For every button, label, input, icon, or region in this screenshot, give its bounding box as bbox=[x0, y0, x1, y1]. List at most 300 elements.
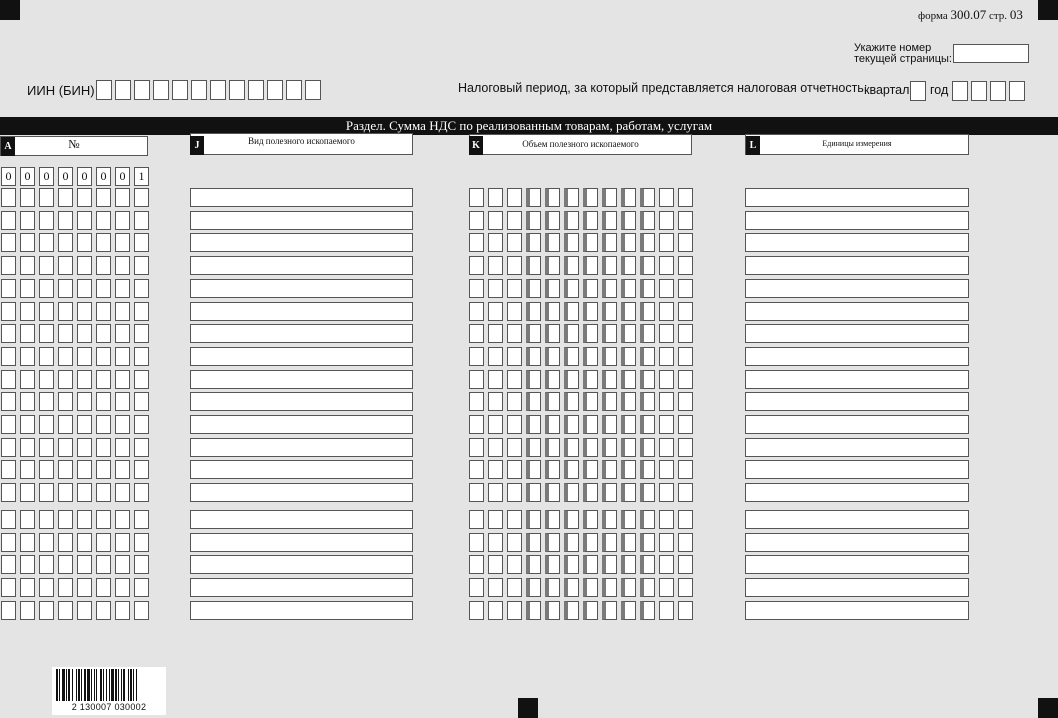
column-k-digit-cell[interactable] bbox=[583, 578, 598, 597]
column-k-digit-cell[interactable] bbox=[488, 302, 503, 321]
column-a-digit-cell[interactable] bbox=[20, 392, 35, 411]
column-a-digit-cell[interactable] bbox=[58, 324, 73, 343]
column-k-digit-cell[interactable] bbox=[659, 347, 674, 366]
column-a-digit-cell[interactable] bbox=[96, 302, 111, 321]
column-j-field[interactable] bbox=[190, 347, 413, 366]
column-a-digit-cell[interactable] bbox=[58, 555, 73, 574]
column-k-digit-cell[interactable] bbox=[583, 233, 598, 252]
year-digit-cell[interactable] bbox=[1009, 81, 1025, 101]
column-k-digit-cell[interactable] bbox=[659, 533, 674, 552]
column-a-digit-cell[interactable] bbox=[96, 578, 111, 597]
column-a-digit-cell[interactable] bbox=[115, 415, 130, 434]
column-a-digit-cell[interactable] bbox=[134, 256, 149, 275]
column-l-field[interactable] bbox=[745, 578, 969, 597]
column-a-digit-cell[interactable] bbox=[134, 392, 149, 411]
iin-digit-cell[interactable] bbox=[172, 80, 188, 100]
column-a-digit-cell[interactable] bbox=[58, 188, 73, 207]
column-k-digit-cell[interactable] bbox=[602, 302, 617, 321]
column-a-digit-cell[interactable] bbox=[134, 370, 149, 389]
column-k-digit-cell[interactable] bbox=[583, 256, 598, 275]
column-k-digit-cell[interactable] bbox=[545, 392, 560, 411]
column-k-digit-cell[interactable] bbox=[564, 578, 579, 597]
column-k-digit-cell[interactable] bbox=[678, 370, 693, 389]
column-j-field[interactable] bbox=[190, 510, 413, 529]
column-k-digit-cell[interactable] bbox=[526, 279, 541, 298]
column-a-digit-cell[interactable] bbox=[39, 483, 54, 502]
column-k-digit-cell[interactable] bbox=[640, 533, 655, 552]
column-a-digit-cell[interactable] bbox=[77, 347, 92, 366]
column-k-digit-cell[interactable] bbox=[545, 370, 560, 389]
column-k-digit-cell[interactable] bbox=[602, 324, 617, 343]
column-a-digit-cell[interactable] bbox=[39, 256, 54, 275]
column-j-field[interactable] bbox=[190, 256, 413, 275]
column-k-digit-cell[interactable] bbox=[621, 460, 636, 479]
iin-digit-cell[interactable] bbox=[229, 80, 245, 100]
column-k-digit-cell[interactable] bbox=[545, 279, 560, 298]
column-k-digit-cell[interactable] bbox=[488, 188, 503, 207]
column-k-digit-cell[interactable] bbox=[583, 392, 598, 411]
iin-digit-cell[interactable] bbox=[305, 80, 321, 100]
column-l-field[interactable] bbox=[745, 347, 969, 366]
column-k-digit-cell[interactable] bbox=[659, 302, 674, 321]
column-k-digit-cell[interactable] bbox=[526, 347, 541, 366]
column-k-digit-cell[interactable] bbox=[526, 302, 541, 321]
column-k-digit-cell[interactable] bbox=[469, 188, 484, 207]
column-k-digit-cell[interactable] bbox=[545, 415, 560, 434]
column-k-digit-cell[interactable] bbox=[640, 555, 655, 574]
column-k-digit-cell[interactable] bbox=[545, 510, 560, 529]
column-a-digit-cell[interactable] bbox=[134, 211, 149, 230]
column-a-digit-cell[interactable] bbox=[39, 578, 54, 597]
year-digit-cell[interactable] bbox=[990, 81, 1006, 101]
column-k-digit-cell[interactable] bbox=[488, 347, 503, 366]
column-k-digit-cell[interactable] bbox=[621, 324, 636, 343]
column-k-digit-cell[interactable] bbox=[659, 211, 674, 230]
column-k-digit-cell[interactable] bbox=[564, 601, 579, 620]
column-k-digit-cell[interactable] bbox=[621, 233, 636, 252]
column-a-digit-cell[interactable] bbox=[96, 460, 111, 479]
column-a-digit-cell[interactable] bbox=[58, 347, 73, 366]
column-a-digit-cell[interactable] bbox=[134, 188, 149, 207]
column-k-digit-cell[interactable] bbox=[659, 324, 674, 343]
column-a-digit-cell[interactable] bbox=[20, 211, 35, 230]
column-a-digit-cell[interactable] bbox=[39, 510, 54, 529]
column-l-field[interactable] bbox=[745, 438, 969, 457]
iin-digit-cell[interactable] bbox=[267, 80, 283, 100]
column-k-digit-cell[interactable] bbox=[564, 188, 579, 207]
column-k-digit-cell[interactable] bbox=[602, 533, 617, 552]
column-k-digit-cell[interactable] bbox=[583, 188, 598, 207]
column-k-digit-cell[interactable] bbox=[659, 188, 674, 207]
column-k-digit-cell[interactable] bbox=[602, 370, 617, 389]
column-k-digit-cell[interactable] bbox=[526, 601, 541, 620]
column-a-digit-cell[interactable] bbox=[134, 555, 149, 574]
column-a-digit-cell[interactable] bbox=[134, 347, 149, 366]
column-k-digit-cell[interactable] bbox=[507, 211, 522, 230]
column-l-field[interactable] bbox=[745, 392, 969, 411]
column-a-digit-cell[interactable] bbox=[96, 347, 111, 366]
column-a-digit-cell[interactable] bbox=[20, 370, 35, 389]
column-a-digit-cell[interactable] bbox=[58, 460, 73, 479]
column-a-digit-cell[interactable] bbox=[134, 438, 149, 457]
column-a-digit-cell[interactable] bbox=[134, 324, 149, 343]
column-k-digit-cell[interactable] bbox=[640, 392, 655, 411]
column-a-digit-cell[interactable] bbox=[77, 392, 92, 411]
column-a-digit-cell[interactable] bbox=[96, 256, 111, 275]
column-k-digit-cell[interactable] bbox=[602, 510, 617, 529]
column-k-digit-cell[interactable] bbox=[583, 279, 598, 298]
column-a-digit-cell[interactable] bbox=[20, 578, 35, 597]
column-a-digit-cell[interactable] bbox=[77, 279, 92, 298]
column-a-digit-cell[interactable] bbox=[20, 415, 35, 434]
column-k-digit-cell[interactable] bbox=[621, 370, 636, 389]
quarter-input[interactable] bbox=[910, 81, 926, 101]
column-k-digit-cell[interactable] bbox=[469, 211, 484, 230]
column-k-digit-cell[interactable] bbox=[678, 324, 693, 343]
column-a-digit-cell[interactable] bbox=[115, 279, 130, 298]
column-a-digit-cell[interactable] bbox=[115, 347, 130, 366]
column-k-digit-cell[interactable] bbox=[545, 578, 560, 597]
column-k-digit-cell[interactable] bbox=[659, 483, 674, 502]
column-k-digit-cell[interactable] bbox=[602, 233, 617, 252]
column-a-digit-cell[interactable] bbox=[115, 256, 130, 275]
column-k-digit-cell[interactable] bbox=[545, 188, 560, 207]
column-a-digit-cell[interactable] bbox=[115, 510, 130, 529]
column-j-field[interactable] bbox=[190, 460, 413, 479]
column-a-digit-cell[interactable] bbox=[1, 392, 16, 411]
column-k-digit-cell[interactable] bbox=[640, 483, 655, 502]
column-a-digit-cell[interactable] bbox=[134, 415, 149, 434]
column-a-digit-cell[interactable] bbox=[77, 533, 92, 552]
column-a-digit-cell[interactable] bbox=[96, 533, 111, 552]
column-k-digit-cell[interactable] bbox=[545, 533, 560, 552]
column-k-digit-cell[interactable] bbox=[526, 324, 541, 343]
column-k-digit-cell[interactable] bbox=[583, 415, 598, 434]
column-a-digit-cell[interactable] bbox=[1, 460, 16, 479]
column-a-digit-cell[interactable] bbox=[134, 279, 149, 298]
column-a-digit-cell[interactable] bbox=[58, 415, 73, 434]
column-k-digit-cell[interactable] bbox=[583, 555, 598, 574]
column-k-digit-cell[interactable] bbox=[507, 302, 522, 321]
column-k-digit-cell[interactable] bbox=[602, 438, 617, 457]
column-k-digit-cell[interactable] bbox=[678, 460, 693, 479]
column-a-digit-cell[interactable] bbox=[77, 460, 92, 479]
column-k-digit-cell[interactable] bbox=[659, 601, 674, 620]
column-k-digit-cell[interactable] bbox=[507, 347, 522, 366]
column-a-digit-cell[interactable] bbox=[20, 233, 35, 252]
column-k-digit-cell[interactable] bbox=[621, 188, 636, 207]
column-k-digit-cell[interactable] bbox=[469, 302, 484, 321]
column-a-digit-cell[interactable] bbox=[1, 601, 16, 620]
column-k-digit-cell[interactable] bbox=[507, 188, 522, 207]
column-k-digit-cell[interactable] bbox=[659, 438, 674, 457]
column-k-digit-cell[interactable] bbox=[564, 483, 579, 502]
column-a-digit-cell[interactable] bbox=[96, 601, 111, 620]
column-k-digit-cell[interactable] bbox=[488, 415, 503, 434]
column-a-digit-cell[interactable] bbox=[1, 347, 16, 366]
column-k-digit-cell[interactable] bbox=[469, 256, 484, 275]
iin-digit-cell[interactable] bbox=[248, 80, 264, 100]
column-k-digit-cell[interactable] bbox=[526, 392, 541, 411]
column-a-digit-cell[interactable] bbox=[39, 533, 54, 552]
column-k-digit-cell[interactable] bbox=[488, 578, 503, 597]
column-a-digit-cell[interactable] bbox=[58, 279, 73, 298]
column-a-digit-cell[interactable] bbox=[1, 438, 16, 457]
column-k-digit-cell[interactable] bbox=[659, 392, 674, 411]
column-k-digit-cell[interactable] bbox=[488, 256, 503, 275]
column-k-digit-cell[interactable] bbox=[526, 510, 541, 529]
column-k-digit-cell[interactable] bbox=[621, 438, 636, 457]
column-k-digit-cell[interactable] bbox=[507, 279, 522, 298]
column-l-field[interactable] bbox=[745, 415, 969, 434]
column-a-digit-cell[interactable] bbox=[115, 302, 130, 321]
column-k-digit-cell[interactable] bbox=[583, 347, 598, 366]
column-k-digit-cell[interactable] bbox=[526, 460, 541, 479]
column-j-field[interactable] bbox=[190, 533, 413, 552]
column-a-digit-cell[interactable] bbox=[134, 302, 149, 321]
column-a-digit-cell[interactable] bbox=[20, 533, 35, 552]
column-k-digit-cell[interactable] bbox=[583, 510, 598, 529]
column-k-digit-cell[interactable] bbox=[678, 279, 693, 298]
column-k-digit-cell[interactable] bbox=[621, 533, 636, 552]
column-j-field[interactable] bbox=[190, 279, 413, 298]
column-k-digit-cell[interactable] bbox=[602, 256, 617, 275]
column-k-digit-cell[interactable] bbox=[545, 460, 560, 479]
column-a-digit-cell[interactable] bbox=[58, 578, 73, 597]
column-k-digit-cell[interactable] bbox=[507, 555, 522, 574]
column-k-digit-cell[interactable] bbox=[507, 533, 522, 552]
column-k-digit-cell[interactable] bbox=[469, 370, 484, 389]
column-a-digit-cell[interactable] bbox=[20, 460, 35, 479]
column-a-digit-cell[interactable] bbox=[39, 279, 54, 298]
column-a-digit-cell[interactable] bbox=[134, 533, 149, 552]
column-a-digit-cell[interactable] bbox=[58, 233, 73, 252]
column-k-digit-cell[interactable] bbox=[469, 233, 484, 252]
column-k-digit-cell[interactable] bbox=[602, 211, 617, 230]
column-k-digit-cell[interactable] bbox=[564, 233, 579, 252]
column-a-digit-cell[interactable] bbox=[1, 533, 16, 552]
column-k-digit-cell[interactable] bbox=[678, 211, 693, 230]
column-k-digit-cell[interactable] bbox=[583, 438, 598, 457]
column-k-digit-cell[interactable] bbox=[621, 415, 636, 434]
column-k-digit-cell[interactable] bbox=[602, 578, 617, 597]
column-a-digit-cell[interactable] bbox=[115, 460, 130, 479]
column-a-digit-cell[interactable] bbox=[96, 324, 111, 343]
column-a-digit-cell[interactable] bbox=[77, 510, 92, 529]
column-k-digit-cell[interactable] bbox=[678, 256, 693, 275]
column-k-digit-cell[interactable] bbox=[678, 347, 693, 366]
column-k-digit-cell[interactable] bbox=[507, 460, 522, 479]
column-k-digit-cell[interactable] bbox=[526, 211, 541, 230]
column-k-digit-cell[interactable] bbox=[488, 601, 503, 620]
iin-digit-cell[interactable] bbox=[134, 80, 150, 100]
column-k-digit-cell[interactable] bbox=[640, 279, 655, 298]
column-a-digit-cell[interactable] bbox=[77, 302, 92, 321]
column-k-digit-cell[interactable] bbox=[602, 601, 617, 620]
column-k-digit-cell[interactable] bbox=[545, 302, 560, 321]
column-a-digit-cell[interactable] bbox=[115, 533, 130, 552]
column-k-digit-cell[interactable] bbox=[602, 415, 617, 434]
column-a-digit-cell[interactable] bbox=[134, 483, 149, 502]
column-k-digit-cell[interactable] bbox=[564, 370, 579, 389]
column-k-digit-cell[interactable] bbox=[564, 347, 579, 366]
column-a-digit-cell[interactable] bbox=[96, 438, 111, 457]
column-k-digit-cell[interactable] bbox=[526, 415, 541, 434]
column-k-digit-cell[interactable] bbox=[469, 279, 484, 298]
column-k-digit-cell[interactable] bbox=[621, 578, 636, 597]
column-a-digit-cell[interactable] bbox=[77, 370, 92, 389]
column-k-digit-cell[interactable] bbox=[583, 533, 598, 552]
column-k-digit-cell[interactable] bbox=[564, 510, 579, 529]
column-k-digit-cell[interactable] bbox=[507, 601, 522, 620]
page-number-input[interactable] bbox=[953, 44, 1029, 63]
column-a-digit-cell[interactable] bbox=[96, 392, 111, 411]
column-a-digit-cell[interactable] bbox=[96, 415, 111, 434]
column-k-digit-cell[interactable] bbox=[659, 279, 674, 298]
column-a-digit-cell[interactable] bbox=[20, 601, 35, 620]
column-k-digit-cell[interactable] bbox=[545, 438, 560, 457]
column-a-digit-cell[interactable] bbox=[39, 188, 54, 207]
year-digit-cell[interactable] bbox=[952, 81, 968, 101]
column-k-digit-cell[interactable] bbox=[469, 415, 484, 434]
column-k-digit-cell[interactable] bbox=[602, 392, 617, 411]
column-a-digit-cell[interactable] bbox=[58, 533, 73, 552]
column-a-digit-cell[interactable] bbox=[39, 460, 54, 479]
column-a-digit-cell[interactable] bbox=[1, 370, 16, 389]
column-a-digit-cell[interactable] bbox=[1, 510, 16, 529]
column-a-digit-cell[interactable] bbox=[58, 211, 73, 230]
column-k-digit-cell[interactable] bbox=[507, 370, 522, 389]
column-l-field[interactable] bbox=[745, 483, 969, 502]
column-a-digit-cell[interactable] bbox=[134, 233, 149, 252]
column-j-field[interactable] bbox=[190, 415, 413, 434]
column-k-digit-cell[interactable] bbox=[545, 211, 560, 230]
column-k-digit-cell[interactable] bbox=[526, 370, 541, 389]
column-a-digit-cell[interactable] bbox=[96, 188, 111, 207]
column-a-digit-cell[interactable] bbox=[20, 324, 35, 343]
column-a-digit-cell[interactable] bbox=[115, 233, 130, 252]
column-k-digit-cell[interactable] bbox=[583, 302, 598, 321]
column-k-digit-cell[interactable] bbox=[583, 601, 598, 620]
column-k-digit-cell[interactable] bbox=[488, 510, 503, 529]
column-a-digit-cell[interactable] bbox=[20, 188, 35, 207]
column-j-field[interactable] bbox=[190, 302, 413, 321]
column-k-digit-cell[interactable] bbox=[640, 211, 655, 230]
column-a-digit-cell[interactable] bbox=[58, 601, 73, 620]
column-k-digit-cell[interactable] bbox=[640, 510, 655, 529]
column-l-field[interactable] bbox=[745, 256, 969, 275]
column-k-digit-cell[interactable] bbox=[469, 601, 484, 620]
column-k-digit-cell[interactable] bbox=[488, 233, 503, 252]
column-k-digit-cell[interactable] bbox=[507, 483, 522, 502]
column-k-digit-cell[interactable] bbox=[526, 233, 541, 252]
column-k-digit-cell[interactable] bbox=[678, 233, 693, 252]
column-a-digit-cell[interactable] bbox=[20, 302, 35, 321]
column-a-digit-cell[interactable] bbox=[96, 510, 111, 529]
column-k-digit-cell[interactable] bbox=[469, 324, 484, 343]
column-a-digit-cell[interactable] bbox=[1, 188, 16, 207]
column-k-digit-cell[interactable] bbox=[621, 601, 636, 620]
column-k-digit-cell[interactable] bbox=[621, 555, 636, 574]
iin-digit-cell[interactable] bbox=[210, 80, 226, 100]
column-a-digit-cell[interactable] bbox=[1, 415, 16, 434]
column-k-digit-cell[interactable] bbox=[488, 211, 503, 230]
column-k-digit-cell[interactable] bbox=[507, 415, 522, 434]
column-k-digit-cell[interactable] bbox=[507, 510, 522, 529]
column-k-digit-cell[interactable] bbox=[583, 211, 598, 230]
column-k-digit-cell[interactable] bbox=[659, 256, 674, 275]
column-k-digit-cell[interactable] bbox=[564, 438, 579, 457]
column-k-digit-cell[interactable] bbox=[526, 578, 541, 597]
column-k-digit-cell[interactable] bbox=[678, 601, 693, 620]
column-a-digit-cell[interactable] bbox=[134, 460, 149, 479]
column-a-digit-cell[interactable] bbox=[115, 483, 130, 502]
column-k-digit-cell[interactable] bbox=[469, 533, 484, 552]
column-a-digit-cell[interactable] bbox=[77, 233, 92, 252]
iin-digit-cell[interactable] bbox=[191, 80, 207, 100]
column-k-digit-cell[interactable] bbox=[545, 233, 560, 252]
column-k-digit-cell[interactable] bbox=[564, 256, 579, 275]
column-a-digit-cell[interactable] bbox=[58, 392, 73, 411]
column-k-digit-cell[interactable] bbox=[488, 460, 503, 479]
column-a-digit-cell[interactable] bbox=[39, 233, 54, 252]
column-k-digit-cell[interactable] bbox=[602, 347, 617, 366]
column-k-digit-cell[interactable] bbox=[659, 460, 674, 479]
column-k-digit-cell[interactable] bbox=[640, 324, 655, 343]
column-j-field[interactable] bbox=[190, 392, 413, 411]
iin-digit-cell[interactable] bbox=[115, 80, 131, 100]
column-a-digit-cell[interactable] bbox=[58, 256, 73, 275]
column-a-digit-cell[interactable] bbox=[1, 233, 16, 252]
column-a-digit-cell[interactable] bbox=[20, 510, 35, 529]
column-a-digit-cell[interactable] bbox=[20, 347, 35, 366]
column-l-field[interactable] bbox=[745, 460, 969, 479]
column-a-digit-cell[interactable] bbox=[77, 483, 92, 502]
column-j-field[interactable] bbox=[190, 370, 413, 389]
column-k-digit-cell[interactable] bbox=[545, 601, 560, 620]
column-k-digit-cell[interactable] bbox=[564, 302, 579, 321]
column-a-digit-cell[interactable] bbox=[115, 578, 130, 597]
column-j-field[interactable] bbox=[190, 233, 413, 252]
column-k-digit-cell[interactable] bbox=[488, 438, 503, 457]
column-k-digit-cell[interactable] bbox=[640, 233, 655, 252]
column-l-field[interactable] bbox=[745, 533, 969, 552]
column-k-digit-cell[interactable] bbox=[621, 279, 636, 298]
column-k-digit-cell[interactable] bbox=[545, 256, 560, 275]
column-k-digit-cell[interactable] bbox=[583, 324, 598, 343]
column-l-field[interactable] bbox=[745, 370, 969, 389]
column-a-digit-cell[interactable] bbox=[96, 483, 111, 502]
column-k-digit-cell[interactable] bbox=[507, 233, 522, 252]
column-k-digit-cell[interactable] bbox=[678, 415, 693, 434]
column-j-field[interactable] bbox=[190, 211, 413, 230]
column-k-digit-cell[interactable] bbox=[469, 510, 484, 529]
column-k-digit-cell[interactable] bbox=[545, 555, 560, 574]
column-a-digit-cell[interactable] bbox=[134, 601, 149, 620]
column-k-digit-cell[interactable] bbox=[507, 438, 522, 457]
column-k-digit-cell[interactable] bbox=[526, 188, 541, 207]
column-l-field[interactable] bbox=[745, 279, 969, 298]
column-k-digit-cell[interactable] bbox=[545, 347, 560, 366]
column-k-digit-cell[interactable] bbox=[488, 370, 503, 389]
column-j-field[interactable] bbox=[190, 578, 413, 597]
column-a-digit-cell[interactable] bbox=[115, 392, 130, 411]
column-k-digit-cell[interactable] bbox=[602, 555, 617, 574]
iin-digit-cell[interactable] bbox=[153, 80, 169, 100]
column-k-digit-cell[interactable] bbox=[640, 347, 655, 366]
column-k-digit-cell[interactable] bbox=[583, 370, 598, 389]
column-a-digit-cell[interactable] bbox=[20, 438, 35, 457]
